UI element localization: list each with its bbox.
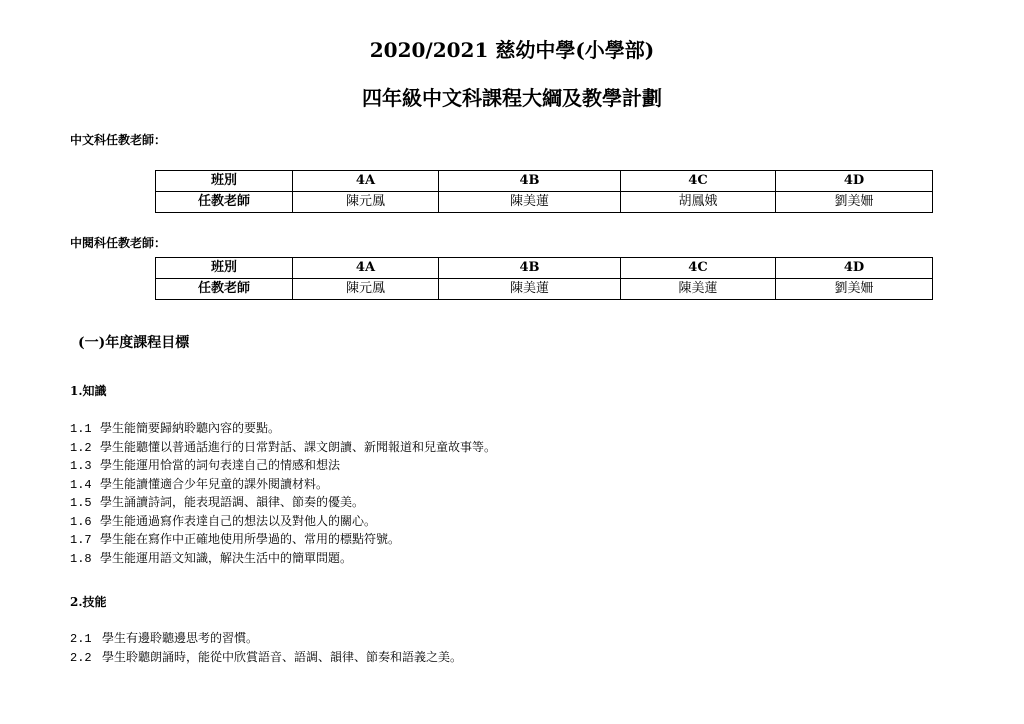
document-title: 2020/2021 慈幼中學(小學部) bbox=[369, 38, 655, 62]
table-header-row bbox=[156, 258, 933, 279]
list-item bbox=[70, 493, 496, 512]
table-cell: 4C bbox=[621, 258, 776, 279]
table-cell: 班別 bbox=[156, 171, 293, 192]
item-number: 1.4 bbox=[70, 477, 92, 492]
item-number: 1.1 bbox=[70, 422, 92, 436]
table-cell: 班別 bbox=[156, 258, 293, 279]
table-cell: 4A bbox=[293, 171, 439, 192]
table-cell: 胡鳳娥 bbox=[621, 192, 776, 213]
item-number: 1.6 bbox=[70, 514, 92, 529]
item-text: 學生聆聽朗誦時，能從中欣賞語音、語調、韻律、節奏和語義之美。 bbox=[102, 649, 463, 664]
table-cell: 陳元鳳 bbox=[293, 279, 439, 300]
list-item bbox=[70, 549, 496, 568]
item-number: 2.1 bbox=[70, 632, 92, 646]
reading-teachers-table bbox=[155, 257, 933, 300]
chinese-teachers-table bbox=[155, 170, 933, 213]
table-cell: 4C bbox=[621, 171, 776, 192]
item-text: 學生能在寫作中正確地使用所學過的、常用的標點符號。 bbox=[100, 532, 401, 546]
table-cell: 任教老師 bbox=[156, 279, 293, 300]
skills-heading: 2.技能 bbox=[70, 595, 107, 609]
table-header-row bbox=[156, 171, 933, 192]
knowledge-list bbox=[70, 419, 496, 567]
list-item bbox=[70, 419, 496, 438]
table-cell: 任教老師 bbox=[156, 192, 293, 213]
item-number: 1.2 bbox=[70, 440, 92, 455]
table-cell: 4A bbox=[293, 258, 439, 279]
table-cell: 4B bbox=[439, 171, 621, 192]
list-item bbox=[70, 512, 496, 531]
table-cell: 劉美姍 bbox=[776, 192, 933, 213]
table-cell: 陳美蓮 bbox=[439, 192, 621, 213]
item-text: 學生能通過寫作表達自己的想法以及對他人的關心。 bbox=[100, 513, 377, 528]
reading-teachers-label: 中閱科任教老師： bbox=[70, 236, 167, 250]
item-number: 2.2 bbox=[70, 650, 92, 665]
table-cell: 4D bbox=[776, 258, 933, 279]
list-item bbox=[70, 456, 496, 475]
list-item bbox=[70, 530, 496, 549]
table-cell: 4B bbox=[439, 258, 621, 279]
item-text: 學生能運用語文知識，解決生活中的簡單問題。 bbox=[100, 550, 353, 565]
item-text: 學生能簡要歸納聆聽內容的要點。 bbox=[100, 421, 281, 435]
item-number: 1.8 bbox=[70, 551, 92, 566]
list-item bbox=[70, 629, 462, 648]
item-text: 學生能讀懂適合少年兒童的課外閱讀材料。 bbox=[100, 476, 329, 491]
table-cell: 劉美姍 bbox=[776, 279, 933, 300]
item-text: 學生能運用恰當的詞句表達自己的情感和想法 bbox=[100, 458, 341, 472]
item-number: 1.3 bbox=[70, 459, 92, 473]
document-subtitle: 四年級中文科課程大綱及教學計劃 bbox=[362, 86, 662, 110]
section-heading: (一)年度課程目標 bbox=[78, 335, 190, 351]
knowledge-heading: 1.知識 bbox=[70, 384, 107, 398]
table-cell: 陳美蓮 bbox=[621, 279, 776, 300]
list-item bbox=[70, 438, 496, 457]
item-number: 1.7 bbox=[70, 533, 92, 547]
table-cell: 陳美蓮 bbox=[439, 279, 621, 300]
item-text: 學生能聽懂以普通話進行的日常對話、課文朗讀、新聞報道和兒童故事等。 bbox=[100, 439, 497, 454]
table-cell: 陳元鳳 bbox=[293, 192, 439, 213]
table-row bbox=[156, 279, 933, 300]
skills-list bbox=[70, 629, 462, 666]
item-text: 學生誦讀詩詞，能表現語調、韻律、節奏的優美。 bbox=[100, 495, 365, 509]
item-number: 1.5 bbox=[70, 496, 92, 510]
item-text: 學生有邊聆聽邊思考的習慣。 bbox=[102, 631, 259, 645]
table-row bbox=[156, 192, 933, 213]
list-item bbox=[70, 475, 496, 494]
table-cell: 4D bbox=[776, 171, 933, 192]
list-item bbox=[70, 648, 462, 667]
chinese-teachers-label: 中文科任教老師： bbox=[70, 133, 167, 147]
